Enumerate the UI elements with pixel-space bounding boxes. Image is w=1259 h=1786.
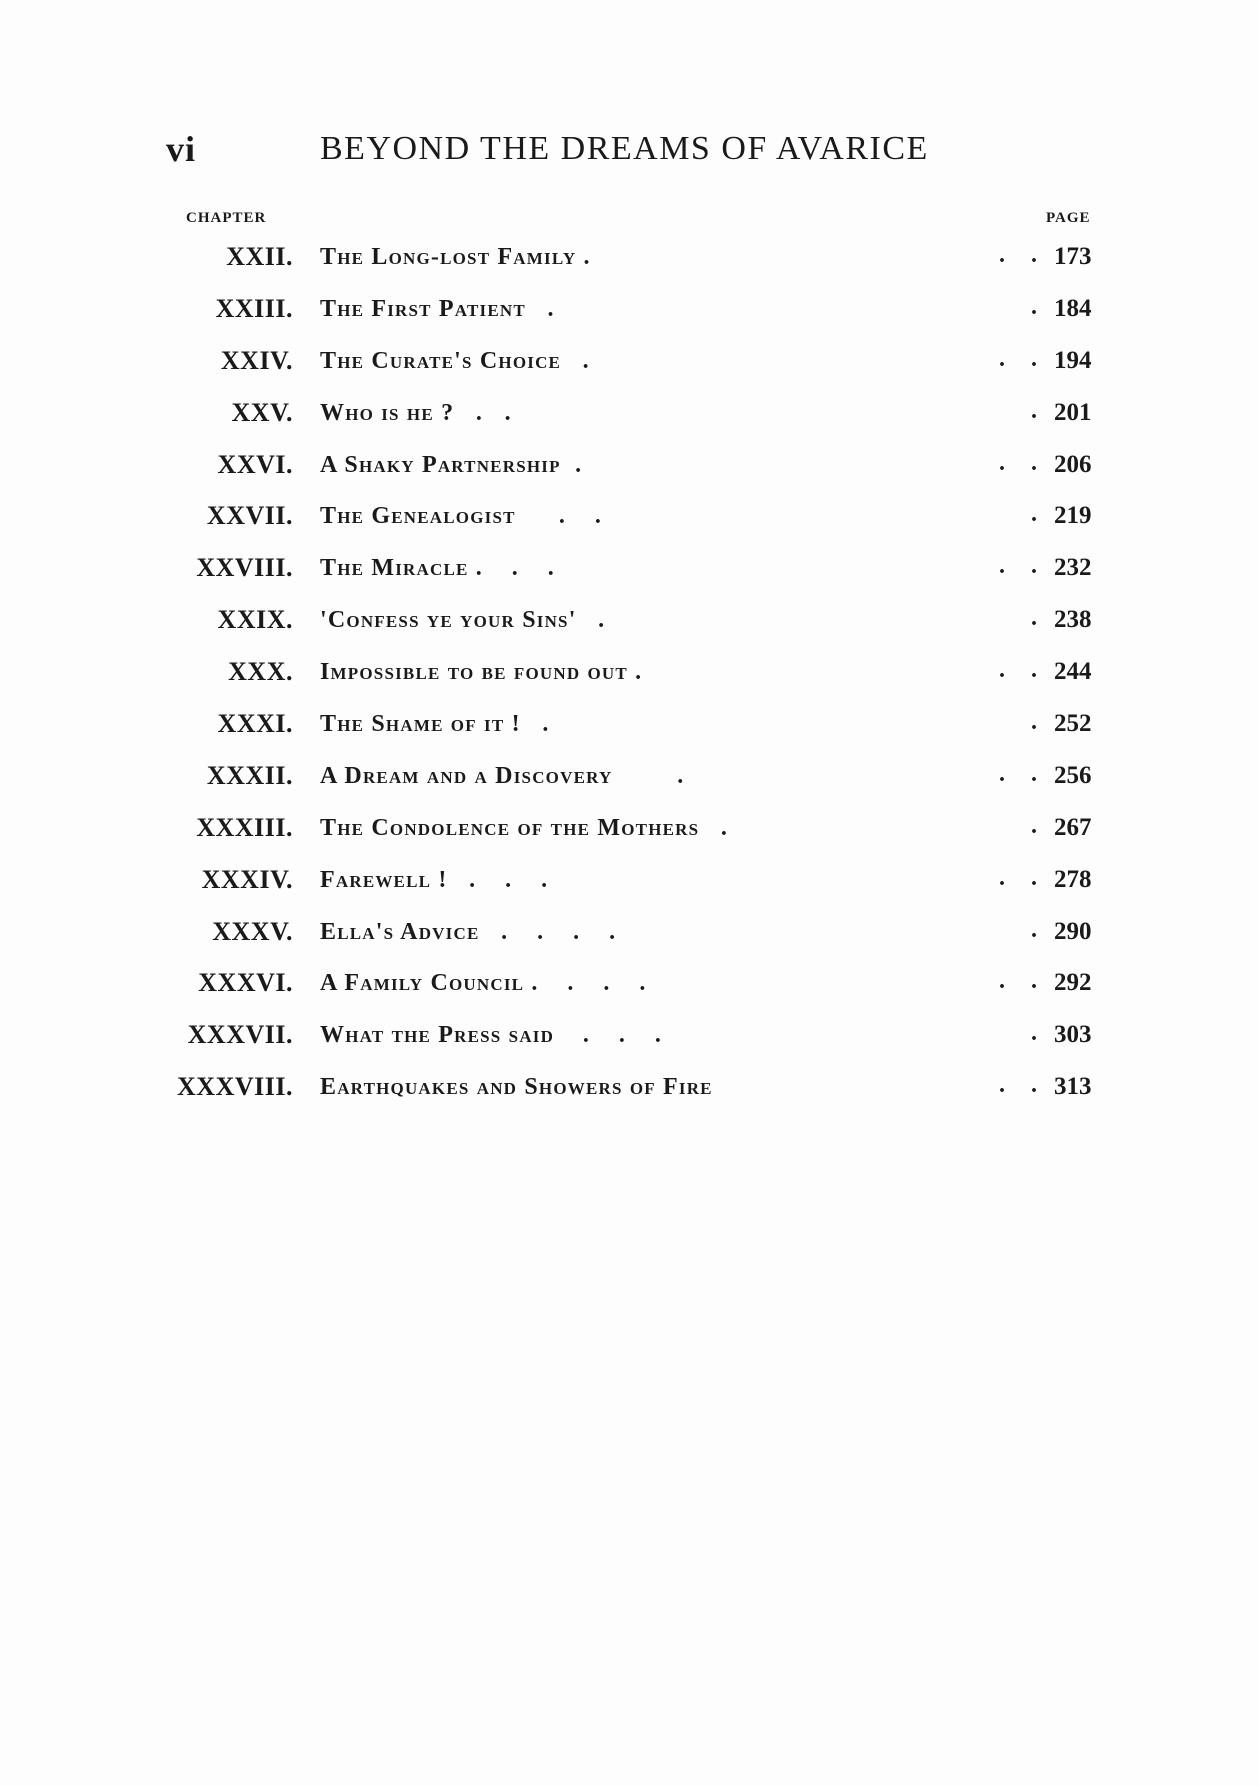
chapter-column-heading: CHAPTER — [186, 210, 267, 226]
chapter-numeral: XXXIV. — [201, 864, 293, 894]
chapter-numeral: XXXII. — [206, 760, 293, 790]
toc-entry — [0, 232, 1259, 284]
chapter-numeral: XXXV. — [212, 916, 293, 946]
dot-leader: . — [1031, 397, 1047, 424]
chapter-numeral: XXII. — [226, 242, 293, 271]
page-column-heading: PAGE — [1046, 210, 1091, 226]
chapter-numeral: XXVII. — [206, 501, 293, 531]
running-title: BEYOND THE DREAMS OF AVARICE — [320, 130, 929, 167]
chapter-title: What the Press said . . . — [320, 1022, 663, 1049]
chapter-title: The Long-lost Family . — [320, 244, 591, 270]
chapter-numeral: XXXVI. — [198, 968, 293, 998]
chapter-title: The Shame of it ! . — [320, 711, 550, 738]
dot-leader: . . — [999, 553, 1047, 580]
dot-leader: . . — [999, 968, 1047, 995]
toc-entry — [0, 1062, 1259, 1114]
page-number: 201 — [1054, 398, 1092, 426]
toc-entry — [0, 1010, 1259, 1062]
page-number: 303 — [1054, 1021, 1092, 1049]
chapter-numeral: XXXIII. — [196, 812, 293, 842]
page-number: 252 — [1054, 710, 1092, 738]
dot-leader: . — [1031, 812, 1047, 839]
chapter-numeral: XXIII. — [215, 293, 293, 323]
chapter-title: A Family Council . . . . — [320, 970, 647, 997]
dot-leader: . . — [999, 242, 1047, 268]
toc-entry — [0, 595, 1259, 647]
toc-entry — [0, 388, 1259, 440]
dot-leader: . . — [999, 760, 1047, 787]
chapter-title: The First Patient . — [320, 295, 555, 322]
toc-entry — [0, 699, 1259, 751]
chapter-title: 'Confess ye your Sins' . — [320, 607, 606, 634]
chapter-numeral: XXXI. — [217, 709, 293, 739]
dot-leader: . — [1031, 293, 1047, 320]
dot-leader: . . — [999, 1072, 1047, 1099]
toc-entry — [0, 440, 1259, 492]
dot-leader: . — [1031, 501, 1047, 528]
page-number: 292 — [1054, 969, 1092, 997]
page-number: 290 — [1054, 917, 1092, 945]
page-number: 232 — [1054, 554, 1092, 582]
toc-entry — [0, 855, 1259, 907]
dot-leader: . . — [999, 345, 1047, 372]
page-number: 206 — [1054, 450, 1092, 478]
chapter-numeral: XXVI. — [217, 449, 293, 479]
dot-leader: . — [1031, 1020, 1047, 1047]
chapter-numeral: XXIV. — [220, 345, 293, 375]
page-number: 244 — [1054, 658, 1092, 686]
chapter-title: The Genealogist . . — [320, 503, 603, 530]
chapter-numeral: XXIX. — [217, 605, 293, 635]
toc-entry — [0, 907, 1259, 959]
chapter-title: Earthquakes and Showers of Fire — [320, 1074, 713, 1101]
chapter-numeral: XXX. — [228, 657, 293, 687]
chapter-title: Who is he ? . . — [320, 399, 512, 426]
page-number: 238 — [1054, 606, 1092, 634]
page-number: 267 — [1054, 813, 1092, 841]
page-number: 313 — [1054, 1073, 1092, 1101]
page-number: 184 — [1054, 294, 1092, 322]
dot-leader: . — [1031, 709, 1047, 736]
toc-entry — [0, 284, 1259, 336]
page-number: 173 — [1054, 243, 1092, 270]
dot-leader: . — [1031, 916, 1047, 943]
page-number: 219 — [1054, 502, 1092, 530]
toc-entry — [0, 491, 1259, 543]
folio-page-number: vi — [166, 129, 197, 169]
toc-entry — [0, 803, 1259, 855]
chapter-title: The Curate's Choice . — [320, 347, 590, 374]
page-number: 256 — [1054, 761, 1092, 789]
chapter-title: The Condolence of the Mothers . — [320, 814, 729, 841]
chapter-title: A Dream and a Discovery . — [320, 762, 685, 789]
chapter-title: Farewell ! . . . — [320, 866, 549, 893]
dot-leader: . — [1031, 605, 1047, 632]
toc-entry — [0, 751, 1259, 803]
chapter-title: The Miracle . . . — [320, 555, 555, 582]
toc-entry — [0, 336, 1259, 388]
chapter-title: Impossible to be found out . — [320, 659, 643, 686]
dot-leader: . . — [999, 449, 1047, 476]
toc-entry — [0, 958, 1259, 1010]
chapter-numeral: XXXVII. — [187, 1020, 293, 1050]
chapter-numeral: XXV. — [231, 397, 293, 427]
chapter-numeral: XXXVIII. — [177, 1072, 293, 1102]
toc-entry — [0, 647, 1259, 699]
chapter-title: Ella's Advice . . . . — [320, 918, 617, 945]
page-number: 194 — [1054, 346, 1092, 374]
dot-leader: . . — [999, 864, 1047, 891]
chapter-numeral: XXVIII. — [196, 553, 293, 583]
toc-entry — [0, 543, 1259, 595]
chapter-title: A Shaky Partnership . — [320, 451, 583, 478]
page-number: 278 — [1054, 865, 1092, 893]
dot-leader: . . — [999, 657, 1047, 684]
table-of-contents — [0, 232, 1259, 1114]
